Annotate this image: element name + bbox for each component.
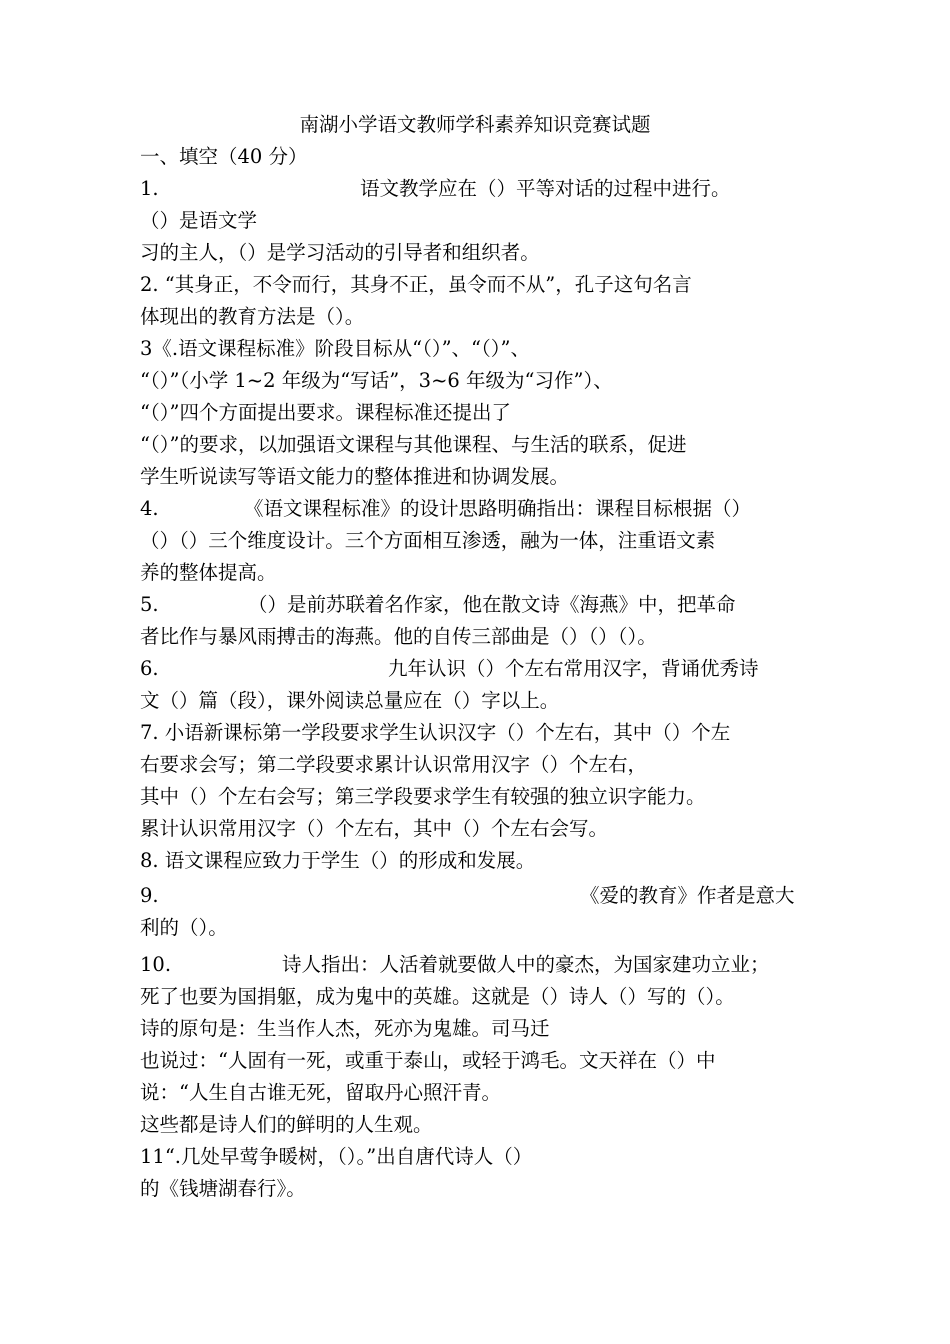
line-text: 其中（）个左右会写；第三学段要求学生有较强的独立识字能力。 <box>140 785 706 808</box>
line-text: 说：“人生自古谁无死，留取丹心照汗青。 <box>140 1081 501 1104</box>
line-text: 《爱的教育》作者是意大 <box>580 884 795 907</box>
line-text: 《语文课程标准》的设计思路明确指出：课程目标根据（） <box>244 497 752 520</box>
line-text: 体现出的教育方法是（）。 <box>140 305 365 328</box>
section-heading: 一、填空（40 分） <box>140 145 308 168</box>
line-text: “（）”四个方面提出要求。课程标准还提出了 <box>140 401 511 424</box>
line-text: 的《钱塘湖春行》。 <box>140 1177 306 1200</box>
line-text: 7. 小语新课标第一学段要求学生认识汉字（）个左右，其中（）个左 <box>140 721 731 744</box>
question-number: 9. <box>140 884 159 907</box>
line-text: “（）”的要求，以加强语文课程与其他课程、与生活的联系，促进 <box>140 433 687 456</box>
question-number: 4. <box>140 497 159 520</box>
line-text: 死了也要为国捐躯，成为鬼中的英雄。这就是（）诗人（）写的（）。 <box>140 985 735 1008</box>
page-title: 南湖小学语文教师学科素养知识竞赛试题 <box>299 113 651 136</box>
line-text: 这些都是诗人们的鲜明的人生观。 <box>140 1113 433 1136</box>
line-text: “（）”（小学 1~2 年级为“写话”，3~6 年级为“习作”）、 <box>140 369 613 392</box>
line-text: 利的（）。 <box>140 916 228 939</box>
line-text: 九年认识（）个左右常用汉字，背诵优秀诗 <box>388 657 759 680</box>
line-text: （）是前苏联着名作家，他在散文诗《海燕》中，把革命 <box>248 593 736 616</box>
line-text: 3《.语文课程标准》阶段目标从“（）”、“（）”、 <box>140 337 530 360</box>
line-text: 习的主人，（）是学习活动的引导者和组织者。 <box>140 241 540 264</box>
line-text: 养的整体提高。 <box>140 561 277 584</box>
line-text: 也说过：“人固有一死，或重于泰山，或轻于鸿毛。文天祥在（）中 <box>140 1049 716 1072</box>
line-text: （）（）三个维度设计。三个方面相互渗透，融为一体，注重语文素 <box>140 529 716 552</box>
line-text: 2. “其身正，不令而行，其身不正，虽令而不从”，孔子这句名言 <box>140 273 692 296</box>
line-text: 11“.几处早莺争暖树，（）。”出自唐代诗人（） <box>140 1145 533 1168</box>
question-number: 10. <box>140 953 172 976</box>
line-text: 文（）篇（段），课外阅读总量应在（）字以上。 <box>140 689 560 712</box>
question-number: 5. <box>140 593 159 616</box>
line-text: 者比作与暴风雨搏击的海燕。他的自传三部曲是（）（）（）。 <box>140 625 657 648</box>
line-text: （）是语文学 <box>140 209 258 232</box>
line-text: 8. 语文课程应致力于学生（）的形成和发展。 <box>140 849 536 872</box>
question-number: 6. <box>140 657 159 680</box>
line-text: 学生听说读写等语文能力的整体推进和协调发展。 <box>140 465 570 488</box>
line-text: 语文教学应在（）平等对话的过程中进行。 <box>360 177 731 200</box>
line-text: 诗人指出：人活着就要做人中的豪杰，为国家建功立业； <box>282 953 770 976</box>
line-text: 右要求会写；第二学段要求累计认识常用汉字（）个左右， <box>140 753 648 776</box>
line-text: 诗的原句是：生当作人杰，死亦为鬼雄。司马迁 <box>140 1017 550 1040</box>
question-number: 1. <box>140 177 159 200</box>
line-text: 累计认识常用汉字（）个左右，其中（）个左右会写。 <box>140 817 609 840</box>
